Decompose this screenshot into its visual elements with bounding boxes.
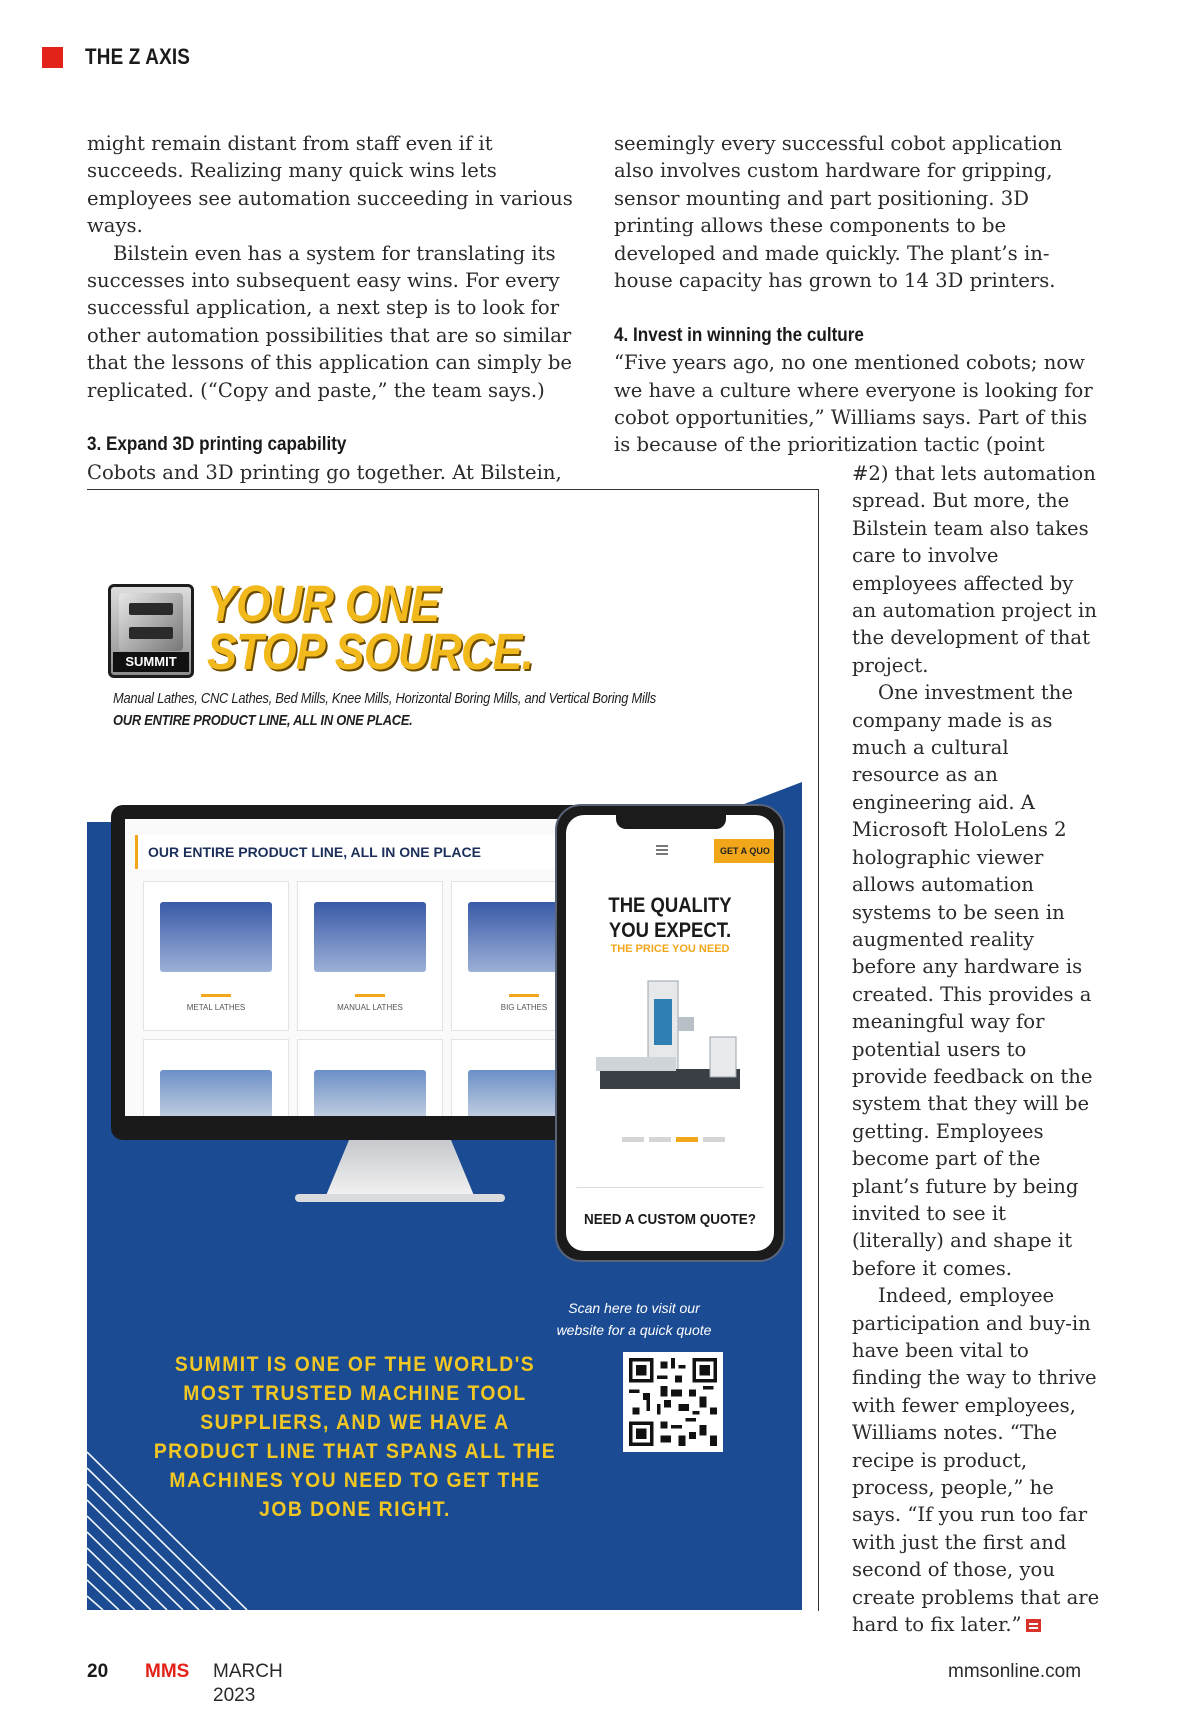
product-tile-label: METAL LATHES xyxy=(144,994,288,1012)
article-column-1 xyxy=(87,130,577,486)
phone-mockup xyxy=(555,804,785,1262)
paragraph: might remain distant from staff even if it succeeds. Realizing many quick wins lets employees see automation succeeding in various ways. xyxy=(87,132,573,238)
product-tile xyxy=(297,1039,443,1116)
phone-headline-line-1: THE QUALITY xyxy=(608,894,732,917)
monitor-stand xyxy=(325,1140,475,1198)
ad-product-tagline: OUR ENTIRE PRODUCT LINE, ALL IN ONE PLACE. xyxy=(113,712,413,729)
paragraph: #2) that lets automation spread. But more, the Bilstein team also takes care to involve employees affected by an automation project in the development of that project. xyxy=(852,462,1097,677)
get-quote-button: GET A QUO xyxy=(714,839,774,863)
paragraph: seemingly every successful cobot application also involves custom hardware for gripping, sensor mounting and part positioning. 3D printing allows these components to be developed and made quickly. The plant’s in-house capacity has grown to 14 3D printers. xyxy=(614,132,1063,293)
custom-quote-button: NEED A CUSTOM QUOTE? xyxy=(576,1187,763,1251)
summit-logo xyxy=(108,584,194,678)
menu-icon xyxy=(656,845,668,847)
website-link[interactable]: mmsonline.com xyxy=(948,1661,1082,1682)
publication-brand: MMS xyxy=(145,1661,190,1682)
product-tile xyxy=(143,881,289,1031)
article-column-3 xyxy=(852,460,1102,1638)
issue-date: MARCH 2023 xyxy=(213,1661,283,1706)
ad-slogan: SUMMIT IS ONE OF THE WORLD'S MOST TRUSTED MACHINE TOOL SUPPLIERS, AND WE HAVE A PRODUCT LINE THAT SPANS ALL THE MACHINES YOU NEED TO GET THE JOB DONE RIGHT. xyxy=(153,1353,557,1521)
summit-advertisement[interactable] xyxy=(87,492,802,1610)
ad-subline xyxy=(113,688,656,732)
ad-headline-line-2: STOP SOURCE. xyxy=(207,623,534,680)
ad-right-rule xyxy=(818,489,819,1611)
subheading: 3. Expand 3D printing capability xyxy=(87,434,347,456)
phone-subheadline: THE PRICE YOU NEED xyxy=(610,943,730,955)
product-tile xyxy=(143,1039,289,1116)
scan-line-1: Scan here to visit our xyxy=(568,1300,700,1316)
paragraph: One investment the company made is as much a cultural resource as an engineering aid. A Microsoft HoloLens 2 holographic viewer allows automation systems to be seen in augmented reality before any hardware is created. This provides a meaningful way for potential users to provide feedback on the system that they will be getting. Employees become part of the plant’s future by being invited to see it (literally) and shape it before it comes. xyxy=(852,681,1093,1280)
logo-wordmark: SUMMIT xyxy=(113,652,189,672)
section-marker-icon xyxy=(42,47,63,68)
ad-headline-line-1: YOUR ONE xyxy=(207,575,440,632)
carousel-dots xyxy=(622,1137,725,1142)
boring-mill-illustration xyxy=(590,977,750,1112)
ad-headline xyxy=(207,575,534,680)
scan-line-2: website for a quick quote xyxy=(556,1322,712,1338)
paragraph: Cobots and 3D printing go together. At Bilstein, xyxy=(87,460,562,484)
paragraph: Bilstein even has a system for translating its successes into subsequent easy wins. For every successful application, a next step is to look for other automation possibilities that are so similar that the lessons of this application can simply be replicated. (“Copy and paste,” the team says.) xyxy=(87,241,572,402)
ad-top-rule xyxy=(87,489,819,490)
subheading: 4. Invest in winning the culture xyxy=(614,324,864,346)
paragraph: “Five years ago, no one mentioned cobots; now we have a culture where everyone is looking for cobot opportunities,” Williams says. Part of this is because of the prioritization tactic (point xyxy=(614,351,1093,457)
article-column-2 xyxy=(614,130,1094,459)
section-title: THE Z AXIS xyxy=(85,44,191,69)
page-header xyxy=(42,42,207,72)
monitor-page-bar: OUR ENTIRE PRODUCT LINE, ALL IN ONE PLACE xyxy=(135,835,685,869)
product-tile-label: MANUAL LATHES xyxy=(298,994,442,1012)
phone-headline-line-2: YOU EXPECT. xyxy=(608,919,732,942)
end-of-article-icon xyxy=(1026,1619,1041,1632)
phone-headline xyxy=(578,893,761,943)
ad-product-list: Manual Lathes, CNC Lathes, Bed Mills, Knee Mills, Horizontal Boring Mills, and Vertical Boring Mills xyxy=(113,690,656,707)
monitor-base xyxy=(295,1194,505,1202)
page-number: 20 xyxy=(87,1661,109,1682)
product-tile xyxy=(297,881,443,1031)
product-tile-label: BIG LATHES xyxy=(452,994,596,1012)
paragraph-text: Indeed, employee participation and buy-in have been vital to finding the way to thrive with fewer employees, Williams notes. “The recipe is product, process, people,” he says. “If you run too far with just the first and second of those, you create problems that are hard to fix later.” xyxy=(852,1284,1100,1637)
qr-code-icon[interactable] xyxy=(623,1352,723,1452)
paragraph-last xyxy=(852,1282,1102,1638)
scan-instruction xyxy=(539,1297,729,1341)
